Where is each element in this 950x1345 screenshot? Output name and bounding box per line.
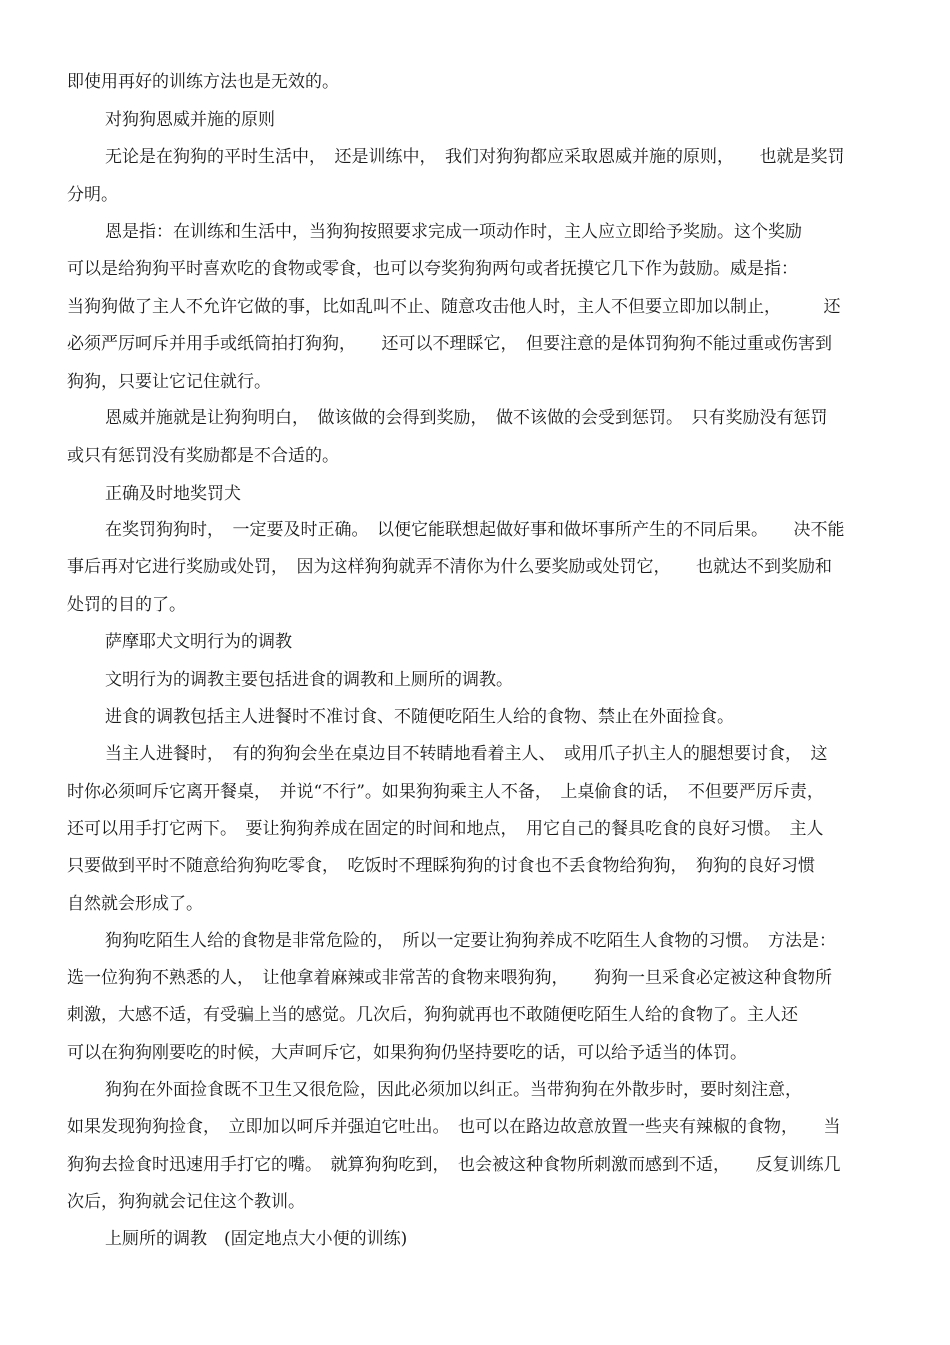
text-line: 即使用再好的训练方法也是无效的。 [67,72,339,92]
text-line: 文明行为的调教主要包括进食的调教和上厕所的调教。 [105,670,513,690]
text-line: 自然就会形成了。 [67,894,203,914]
text-line: 刺激，大感不适，有受骗上当的感觉。几次后，狗狗就再也不敢随便吃陌生人给的食物了。主人还 [67,1005,798,1025]
text-line: 无论是在狗狗的平时生活中， 还是训练中， 我们对狗狗都应采取恩威并施的原则， 也就是奖罚 [105,147,845,167]
text-line: 当狗狗做了主人不允许它做的事，比如乱叫不止、随意攻击他人时，主人不但要立即加以制止， 还 [67,297,841,317]
text-line: 狗狗吃陌生人给的食物是非常危险的， 所以一定要让狗狗养成不吃陌生人食物的习惯。 方法是： [105,931,836,951]
text-line: 或只有惩罚没有奖励都是不合适的。 [67,446,339,466]
text-line: 在奖罚狗狗时， 一定要及时正确。 以便它能联想起做好事和做坏事所产生的不同后果。 决不能 [105,520,845,540]
section-heading: 对狗狗恩威并施的原则 [105,110,275,130]
section-heading: 正确及时地奖罚犬 [105,484,241,504]
text-line: 还可以用手打它两下。 要让狗狗养成在固定的时间和地点， 用它自己的餐具吃食的良好习惯。 主人 [67,819,824,839]
text-line: 分明。 [67,185,118,205]
text-line: 狗狗，只要让它记住就行。 [67,372,271,392]
text-line: 处罚的目的了。 [67,595,186,615]
text-line: 当主人进餐时， 有的狗狗会坐在桌边目不转睛地看着主人、 或用爪子扒主人的腿想要讨食， 这 [105,744,828,764]
text-line: 事后再对它进行奖励或处罚， 因为这样狗狗就弄不清你为什么要奖励或处罚它， 也就达不到奖励和 [67,557,832,577]
text-line: 恩是指：在训练和生活中，当狗狗按照要求完成一项动作时，主人应立即给予奖励。这个奖励 [105,222,802,242]
text-line: 可以是给狗狗平时喜欢吃的食物或零食，也可以夸奖狗狗两句或者抚摸它几下作为鼓励。威是指： [67,259,798,279]
section-heading: 上厕所的调教 (固定地点大小便的训练) [105,1229,408,1249]
text-line: 狗狗在外面捡食既不卫生又很危险，因此必须加以纠正。当带狗狗在外散步时，要时刻注意， [105,1080,802,1100]
text-line: 进食的调教包括主人进餐时不准讨食、不随便吃陌生人给的食物、禁止在外面捡食。 [105,707,734,727]
text-line: 如果发现狗狗捡食， 立即加以呵斥并强迫它吐出。 也可以在路边故意放置一些夹有辣椒的食物， 当 [67,1117,841,1137]
text-line: 可以在狗狗刚要吃的时候，大声呵斥它，如果狗狗仍坚持要吃的话，可以给予适当的体罚。 [67,1043,747,1063]
text-line: 选一位狗狗不熟悉的人， 让他拿着麻辣或非常苦的食物来喂狗狗， 狗狗一旦采食必定被这种食物所 [67,968,832,988]
text-line: 时你必须呵斥它离开餐桌， 并说“不行”。如果狗狗乘主人不备， 上桌偷食的话， 不但要严厉斥责， [67,782,824,802]
section-heading: 萨摩耶犬文明行为的调教 [105,632,292,652]
text-line: 恩威并施就是让狗狗明白， 做该做的会得到奖励， 做不该做的会受到惩罚。 只有奖励没有惩罚 [105,408,828,428]
text-line: 次后，狗狗就会记住这个教训。 [67,1192,305,1212]
text-line: 只要做到平时不随意给狗狗吃零食， 吃饭时不理睬狗狗的讨食也不丢食物给狗狗， 狗狗的良好习惯 [67,856,815,876]
text-line: 狗狗去捡食时迅速用手打它的嘴。 就算狗狗吃到， 也会被这种食物所刺激而感到不适， 反复训练几 [67,1155,841,1175]
text-line: 必须严厉呵斥并用手或纸筒拍打狗狗， 还可以不理睬它， 但要注意的是体罚狗狗不能过重或伤害到 [67,334,832,354]
